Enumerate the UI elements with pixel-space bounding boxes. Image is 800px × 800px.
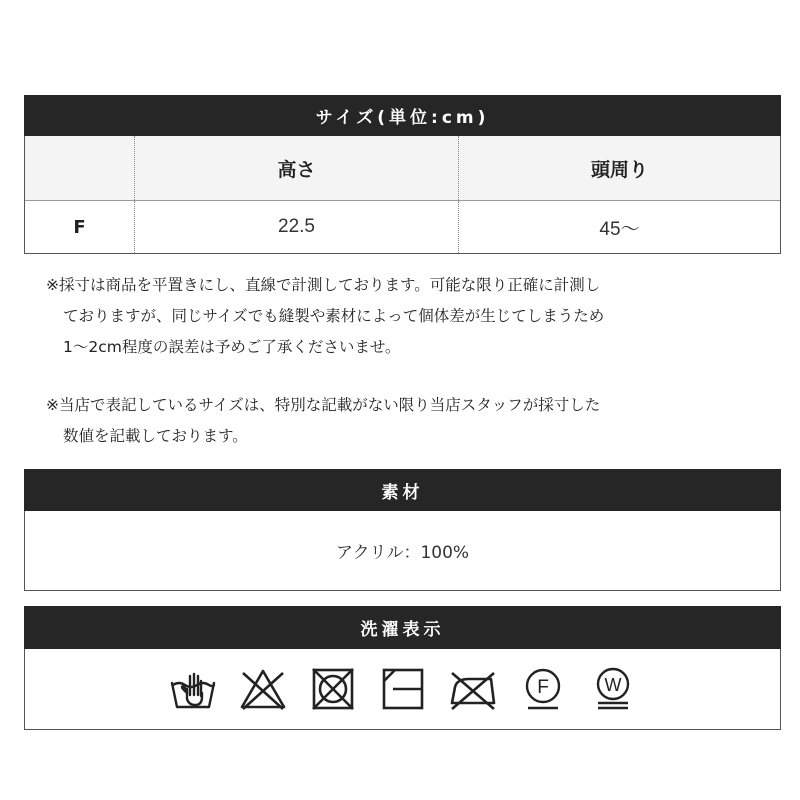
- size-table: [24, 136, 781, 254]
- material-value: アクリル：100%: [335, 543, 470, 563]
- size-label: F: [25, 201, 135, 253]
- material-section-header: [24, 469, 781, 511]
- care-section-title: 洗濯表示: [360, 620, 445, 640]
- note-line: 数値を記載しております。: [63, 427, 248, 445]
- size-table-header-head: 頭周り: [590, 158, 648, 181]
- material-section-title: 素材: [381, 482, 424, 503]
- hand-wash-icon: [169, 665, 217, 713]
- table-row: [25, 201, 780, 253]
- note-line: ておりますが、同じサイズでも縫製や素材によって個体差が生じてしまうため: [63, 307, 605, 325]
- wet-clean-letter: W: [604, 675, 621, 695]
- size-section-header: [24, 95, 781, 136]
- dry-clean-letter: F: [536, 677, 549, 698]
- flat-dry-shade-icon: [379, 665, 427, 713]
- no-iron-icon: [449, 665, 497, 713]
- size-table-header-height: 高さ: [135, 136, 459, 200]
- note-line: ※採寸は商品を平置きにし、直線で計測しております。可能な限り正確に計測し: [46, 276, 601, 294]
- head-value: 45〜: [599, 218, 640, 240]
- care-icons-box: [24, 649, 781, 730]
- size-table-header-empty: [25, 136, 135, 200]
- no-tumble-dry-icon: [309, 665, 357, 713]
- size-section-title: サイズ(単位:cm): [315, 108, 490, 128]
- note-line: 1〜2cm程度の誤差は予めご了承くださいませ。: [63, 338, 401, 356]
- care-section-header: [24, 606, 781, 649]
- size-note: [46, 390, 766, 452]
- size-table-header-row: [25, 136, 780, 201]
- dry-clean-F-icon: [519, 665, 567, 713]
- measurement-note: [46, 270, 766, 363]
- height-value: 22.5: [135, 201, 459, 253]
- material-box: [24, 511, 781, 591]
- wet-clean-W-icon: [589, 665, 637, 713]
- note-line: ※当店で表記しているサイズは、特別な記載がない限り当店スタッフが採寸した: [46, 396, 601, 414]
- no-bleach-icon: [239, 665, 287, 713]
